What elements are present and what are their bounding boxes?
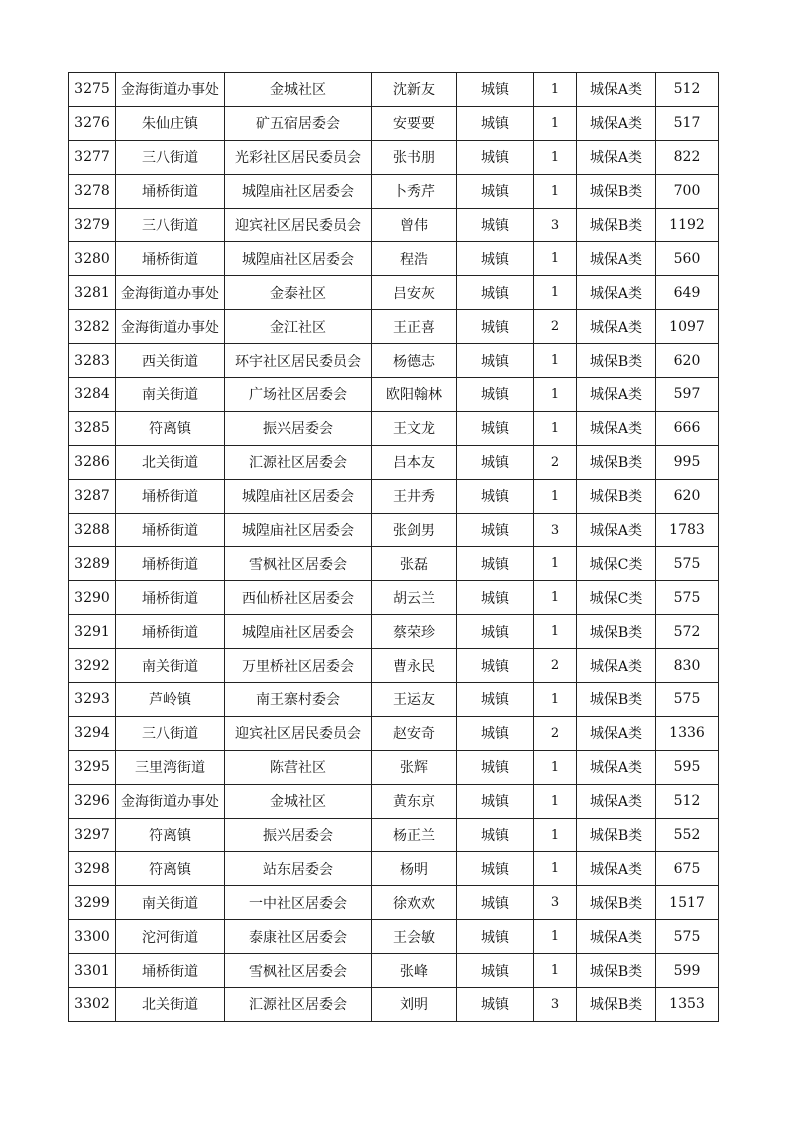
community-cell: 城隍庙社区居委会 [225, 513, 372, 547]
row-number-cell: 3276 [69, 106, 116, 140]
row-number-cell: 3297 [69, 818, 116, 852]
amount-cell: 512 [656, 784, 719, 818]
household-count-cell: 1 [534, 242, 577, 276]
household-count-cell: 1 [534, 852, 577, 886]
area-type-cell: 城镇 [457, 750, 534, 784]
insurance-category-cell: 城保B类 [577, 445, 656, 479]
community-cell: 雪枫社区居委会 [225, 954, 372, 988]
community-cell: 万里桥社区居委会 [225, 649, 372, 683]
table-row [69, 683, 719, 717]
amount-cell: 597 [656, 378, 719, 412]
community-cell: 一中社区居委会 [225, 886, 372, 920]
street-cell: 北关街道 [116, 445, 225, 479]
table-row [69, 208, 719, 242]
insurance-category-cell: 城保B类 [577, 344, 656, 378]
name-cell: 黄东京 [372, 784, 457, 818]
row-number-cell: 3275 [69, 73, 116, 107]
name-cell: 赵安奇 [372, 716, 457, 750]
street-cell: 埇桥街道 [116, 479, 225, 513]
household-count-cell: 3 [534, 208, 577, 242]
area-type-cell: 城镇 [457, 106, 534, 140]
insurance-category-cell: 城保B类 [577, 886, 656, 920]
amount-cell: 575 [656, 683, 719, 717]
community-cell: 金泰社区 [225, 276, 372, 310]
row-number-cell: 3296 [69, 784, 116, 818]
area-type-cell: 城镇 [457, 140, 534, 174]
street-cell: 埇桥街道 [116, 954, 225, 988]
household-count-cell: 1 [534, 140, 577, 174]
area-type-cell: 城镇 [457, 581, 534, 615]
amount-cell: 1353 [656, 988, 719, 1022]
name-cell: 刘明 [372, 988, 457, 1022]
community-cell: 城隍庙社区居委会 [225, 479, 372, 513]
amount-cell: 512 [656, 73, 719, 107]
amount-cell: 666 [656, 411, 719, 445]
amount-cell: 822 [656, 140, 719, 174]
amount-cell: 995 [656, 445, 719, 479]
community-cell: 雪枫社区居委会 [225, 547, 372, 581]
street-cell: 南关街道 [116, 378, 225, 412]
street-cell: 三里湾街道 [116, 750, 225, 784]
insurance-category-cell: 城保A类 [577, 242, 656, 276]
area-type-cell: 城镇 [457, 344, 534, 378]
row-number-cell: 3299 [69, 886, 116, 920]
table-row [69, 547, 719, 581]
name-cell: 卜秀芹 [372, 174, 457, 208]
community-cell: 金城社区 [225, 73, 372, 107]
area-type-cell: 城镇 [457, 378, 534, 412]
community-cell: 城隍庙社区居委会 [225, 615, 372, 649]
street-cell: 南关街道 [116, 649, 225, 683]
row-number-cell: 3281 [69, 276, 116, 310]
table-row [69, 310, 719, 344]
insurance-category-cell: 城保B类 [577, 954, 656, 988]
name-cell: 吕本友 [372, 445, 457, 479]
row-number-cell: 3283 [69, 344, 116, 378]
table-row [69, 716, 719, 750]
area-type-cell: 城镇 [457, 886, 534, 920]
name-cell: 杨正兰 [372, 818, 457, 852]
row-number-cell: 3301 [69, 954, 116, 988]
row-number-cell: 3278 [69, 174, 116, 208]
community-cell: 矿五宿居委会 [225, 106, 372, 140]
community-cell: 振兴居委会 [225, 818, 372, 852]
amount-cell: 575 [656, 920, 719, 954]
table-row [69, 276, 719, 310]
household-count-cell: 1 [534, 411, 577, 445]
table-row [69, 581, 719, 615]
area-type-cell: 城镇 [457, 818, 534, 852]
name-cell: 杨明 [372, 852, 457, 886]
amount-cell: 552 [656, 818, 719, 852]
table-row [69, 920, 719, 954]
street-cell: 三八街道 [116, 716, 225, 750]
street-cell: 沱河街道 [116, 920, 225, 954]
name-cell: 王正喜 [372, 310, 457, 344]
table-row [69, 445, 719, 479]
name-cell: 王文龙 [372, 411, 457, 445]
amount-cell: 595 [656, 750, 719, 784]
insurance-category-cell: 城保A类 [577, 649, 656, 683]
row-number-cell: 3285 [69, 411, 116, 445]
name-cell: 沈新友 [372, 73, 457, 107]
insurance-category-cell: 城保B类 [577, 615, 656, 649]
area-type-cell: 城镇 [457, 242, 534, 276]
table-row [69, 784, 719, 818]
street-cell: 符离镇 [116, 818, 225, 852]
household-count-cell: 1 [534, 683, 577, 717]
community-cell: 西仙桥社区居委会 [225, 581, 372, 615]
street-cell: 埇桥街道 [116, 174, 225, 208]
insurance-category-cell: 城保A类 [577, 852, 656, 886]
row-number-cell: 3289 [69, 547, 116, 581]
name-cell: 张磊 [372, 547, 457, 581]
street-cell: 符离镇 [116, 411, 225, 445]
table-row [69, 242, 719, 276]
name-cell: 王井秀 [372, 479, 457, 513]
amount-cell: 620 [656, 344, 719, 378]
household-count-cell: 1 [534, 344, 577, 378]
household-count-cell: 1 [534, 784, 577, 818]
street-cell: 金海街道办事处 [116, 310, 225, 344]
record-table [68, 72, 719, 1022]
area-type-cell: 城镇 [457, 954, 534, 988]
name-cell: 吕安灰 [372, 276, 457, 310]
area-type-cell: 城镇 [457, 920, 534, 954]
amount-cell: 575 [656, 581, 719, 615]
street-cell: 北关街道 [116, 988, 225, 1022]
table-row [69, 649, 719, 683]
amount-cell: 517 [656, 106, 719, 140]
table-row [69, 106, 719, 140]
street-cell: 三八街道 [116, 140, 225, 174]
household-count-cell: 2 [534, 649, 577, 683]
name-cell: 曹永民 [372, 649, 457, 683]
household-count-cell: 1 [534, 954, 577, 988]
table-row [69, 411, 719, 445]
community-cell: 泰康社区居委会 [225, 920, 372, 954]
area-type-cell: 城镇 [457, 649, 534, 683]
community-cell: 迎宾社区居民委员会 [225, 716, 372, 750]
amount-cell: 575 [656, 547, 719, 581]
household-count-cell: 1 [534, 276, 577, 310]
insurance-category-cell: 城保A类 [577, 140, 656, 174]
row-number-cell: 3284 [69, 378, 116, 412]
area-type-cell: 城镇 [457, 716, 534, 750]
community-cell: 站东居委会 [225, 852, 372, 886]
insurance-category-cell: 城保A类 [577, 73, 656, 107]
table-row [69, 852, 719, 886]
area-type-cell: 城镇 [457, 513, 534, 547]
table-row [69, 615, 719, 649]
household-count-cell: 1 [534, 73, 577, 107]
name-cell: 曾伟 [372, 208, 457, 242]
amount-cell: 830 [656, 649, 719, 683]
street-cell: 埇桥街道 [116, 513, 225, 547]
table-row [69, 954, 719, 988]
insurance-category-cell: 城保A类 [577, 920, 656, 954]
household-count-cell: 1 [534, 920, 577, 954]
amount-cell: 1517 [656, 886, 719, 920]
amount-cell: 1336 [656, 716, 719, 750]
amount-cell: 599 [656, 954, 719, 988]
table-row [69, 988, 719, 1022]
row-number-cell: 3302 [69, 988, 116, 1022]
household-count-cell: 3 [534, 988, 577, 1022]
community-cell: 环宇社区居民委员会 [225, 344, 372, 378]
area-type-cell: 城镇 [457, 784, 534, 818]
household-count-cell: 2 [534, 716, 577, 750]
table-row [69, 73, 719, 107]
name-cell: 蔡荣珍 [372, 615, 457, 649]
row-number-cell: 3292 [69, 649, 116, 683]
community-cell: 城隍庙社区居委会 [225, 242, 372, 276]
area-type-cell: 城镇 [457, 445, 534, 479]
street-cell: 符离镇 [116, 852, 225, 886]
amount-cell: 649 [656, 276, 719, 310]
street-cell: 金海街道办事处 [116, 73, 225, 107]
row-number-cell: 3290 [69, 581, 116, 615]
area-type-cell: 城镇 [457, 852, 534, 886]
row-number-cell: 3298 [69, 852, 116, 886]
street-cell: 芦岭镇 [116, 683, 225, 717]
area-type-cell: 城镇 [457, 615, 534, 649]
insurance-category-cell: 城保A类 [577, 411, 656, 445]
table-row [69, 886, 719, 920]
name-cell: 欧阳翰林 [372, 378, 457, 412]
household-count-cell: 3 [534, 513, 577, 547]
street-cell: 三八街道 [116, 208, 225, 242]
table-row [69, 378, 719, 412]
table-row [69, 818, 719, 852]
insurance-category-cell: 城保B类 [577, 479, 656, 513]
name-cell: 张峰 [372, 954, 457, 988]
name-cell: 胡云兰 [372, 581, 457, 615]
amount-cell: 1192 [656, 208, 719, 242]
community-cell: 迎宾社区居民委员会 [225, 208, 372, 242]
household-count-cell: 1 [534, 378, 577, 412]
community-cell: 汇源社区居委会 [225, 445, 372, 479]
area-type-cell: 城镇 [457, 310, 534, 344]
insurance-category-cell: 城保A类 [577, 716, 656, 750]
table-row [69, 344, 719, 378]
community-cell: 金城社区 [225, 784, 372, 818]
area-type-cell: 城镇 [457, 208, 534, 242]
street-cell: 埇桥街道 [116, 547, 225, 581]
table-body [69, 73, 719, 1022]
household-count-cell: 1 [534, 174, 577, 208]
household-count-cell: 1 [534, 479, 577, 513]
street-cell: 南关街道 [116, 886, 225, 920]
amount-cell: 620 [656, 479, 719, 513]
household-count-cell: 1 [534, 581, 577, 615]
row-number-cell: 3287 [69, 479, 116, 513]
amount-cell: 700 [656, 174, 719, 208]
amount-cell: 560 [656, 242, 719, 276]
area-type-cell: 城镇 [457, 73, 534, 107]
name-cell: 徐欢欢 [372, 886, 457, 920]
amount-cell: 675 [656, 852, 719, 886]
name-cell: 杨德志 [372, 344, 457, 378]
street-cell: 金海街道办事处 [116, 276, 225, 310]
insurance-category-cell: 城保B类 [577, 208, 656, 242]
insurance-category-cell: 城保C类 [577, 547, 656, 581]
community-cell: 城隍庙社区居委会 [225, 174, 372, 208]
community-cell: 振兴居委会 [225, 411, 372, 445]
row-number-cell: 3280 [69, 242, 116, 276]
table-row [69, 479, 719, 513]
area-type-cell: 城镇 [457, 411, 534, 445]
insurance-category-cell: 城保A类 [577, 513, 656, 547]
row-number-cell: 3279 [69, 208, 116, 242]
name-cell: 张书朋 [372, 140, 457, 174]
household-count-cell: 2 [534, 445, 577, 479]
row-number-cell: 3293 [69, 683, 116, 717]
row-number-cell: 3288 [69, 513, 116, 547]
community-cell: 广场社区居委会 [225, 378, 372, 412]
street-cell: 埇桥街道 [116, 242, 225, 276]
insurance-category-cell: 城保A类 [577, 378, 656, 412]
household-count-cell: 1 [534, 106, 577, 140]
insurance-category-cell: 城保A类 [577, 276, 656, 310]
name-cell: 程浩 [372, 242, 457, 276]
household-count-cell: 1 [534, 615, 577, 649]
street-cell: 埇桥街道 [116, 615, 225, 649]
insurance-category-cell: 城保A类 [577, 106, 656, 140]
table-row [69, 140, 719, 174]
insurance-category-cell: 城保A类 [577, 784, 656, 818]
row-number-cell: 3291 [69, 615, 116, 649]
street-cell: 朱仙庄镇 [116, 106, 225, 140]
row-number-cell: 3294 [69, 716, 116, 750]
household-count-cell: 1 [534, 818, 577, 852]
insurance-category-cell: 城保C类 [577, 581, 656, 615]
insurance-category-cell: 城保B类 [577, 683, 656, 717]
street-cell: 埇桥街道 [116, 581, 225, 615]
insurance-category-cell: 城保B类 [577, 988, 656, 1022]
community-cell: 光彩社区居民委员会 [225, 140, 372, 174]
amount-cell: 572 [656, 615, 719, 649]
community-cell: 汇源社区居委会 [225, 988, 372, 1022]
name-cell: 王会敏 [372, 920, 457, 954]
area-type-cell: 城镇 [457, 174, 534, 208]
row-number-cell: 3286 [69, 445, 116, 479]
name-cell: 王运友 [372, 683, 457, 717]
household-count-cell: 3 [534, 886, 577, 920]
insurance-category-cell: 城保A类 [577, 750, 656, 784]
name-cell: 张辉 [372, 750, 457, 784]
area-type-cell: 城镇 [457, 479, 534, 513]
insurance-category-cell: 城保B类 [577, 818, 656, 852]
name-cell: 张剑男 [372, 513, 457, 547]
household-count-cell: 1 [534, 750, 577, 784]
row-number-cell: 3277 [69, 140, 116, 174]
area-type-cell: 城镇 [457, 276, 534, 310]
area-type-cell: 城镇 [457, 683, 534, 717]
household-count-cell: 2 [534, 310, 577, 344]
amount-cell: 1097 [656, 310, 719, 344]
table-row [69, 750, 719, 784]
community-cell: 南王寨村委会 [225, 683, 372, 717]
street-cell: 金海街道办事处 [116, 784, 225, 818]
table-row [69, 513, 719, 547]
row-number-cell: 3295 [69, 750, 116, 784]
community-cell: 金江社区 [225, 310, 372, 344]
insurance-category-cell: 城保A类 [577, 310, 656, 344]
row-number-cell: 3300 [69, 920, 116, 954]
amount-cell: 1783 [656, 513, 719, 547]
household-count-cell: 1 [534, 547, 577, 581]
area-type-cell: 城镇 [457, 547, 534, 581]
table-row [69, 174, 719, 208]
insurance-category-cell: 城保B类 [577, 174, 656, 208]
name-cell: 安要要 [372, 106, 457, 140]
row-number-cell: 3282 [69, 310, 116, 344]
area-type-cell: 城镇 [457, 988, 534, 1022]
street-cell: 西关街道 [116, 344, 225, 378]
community-cell: 陈营社区 [225, 750, 372, 784]
